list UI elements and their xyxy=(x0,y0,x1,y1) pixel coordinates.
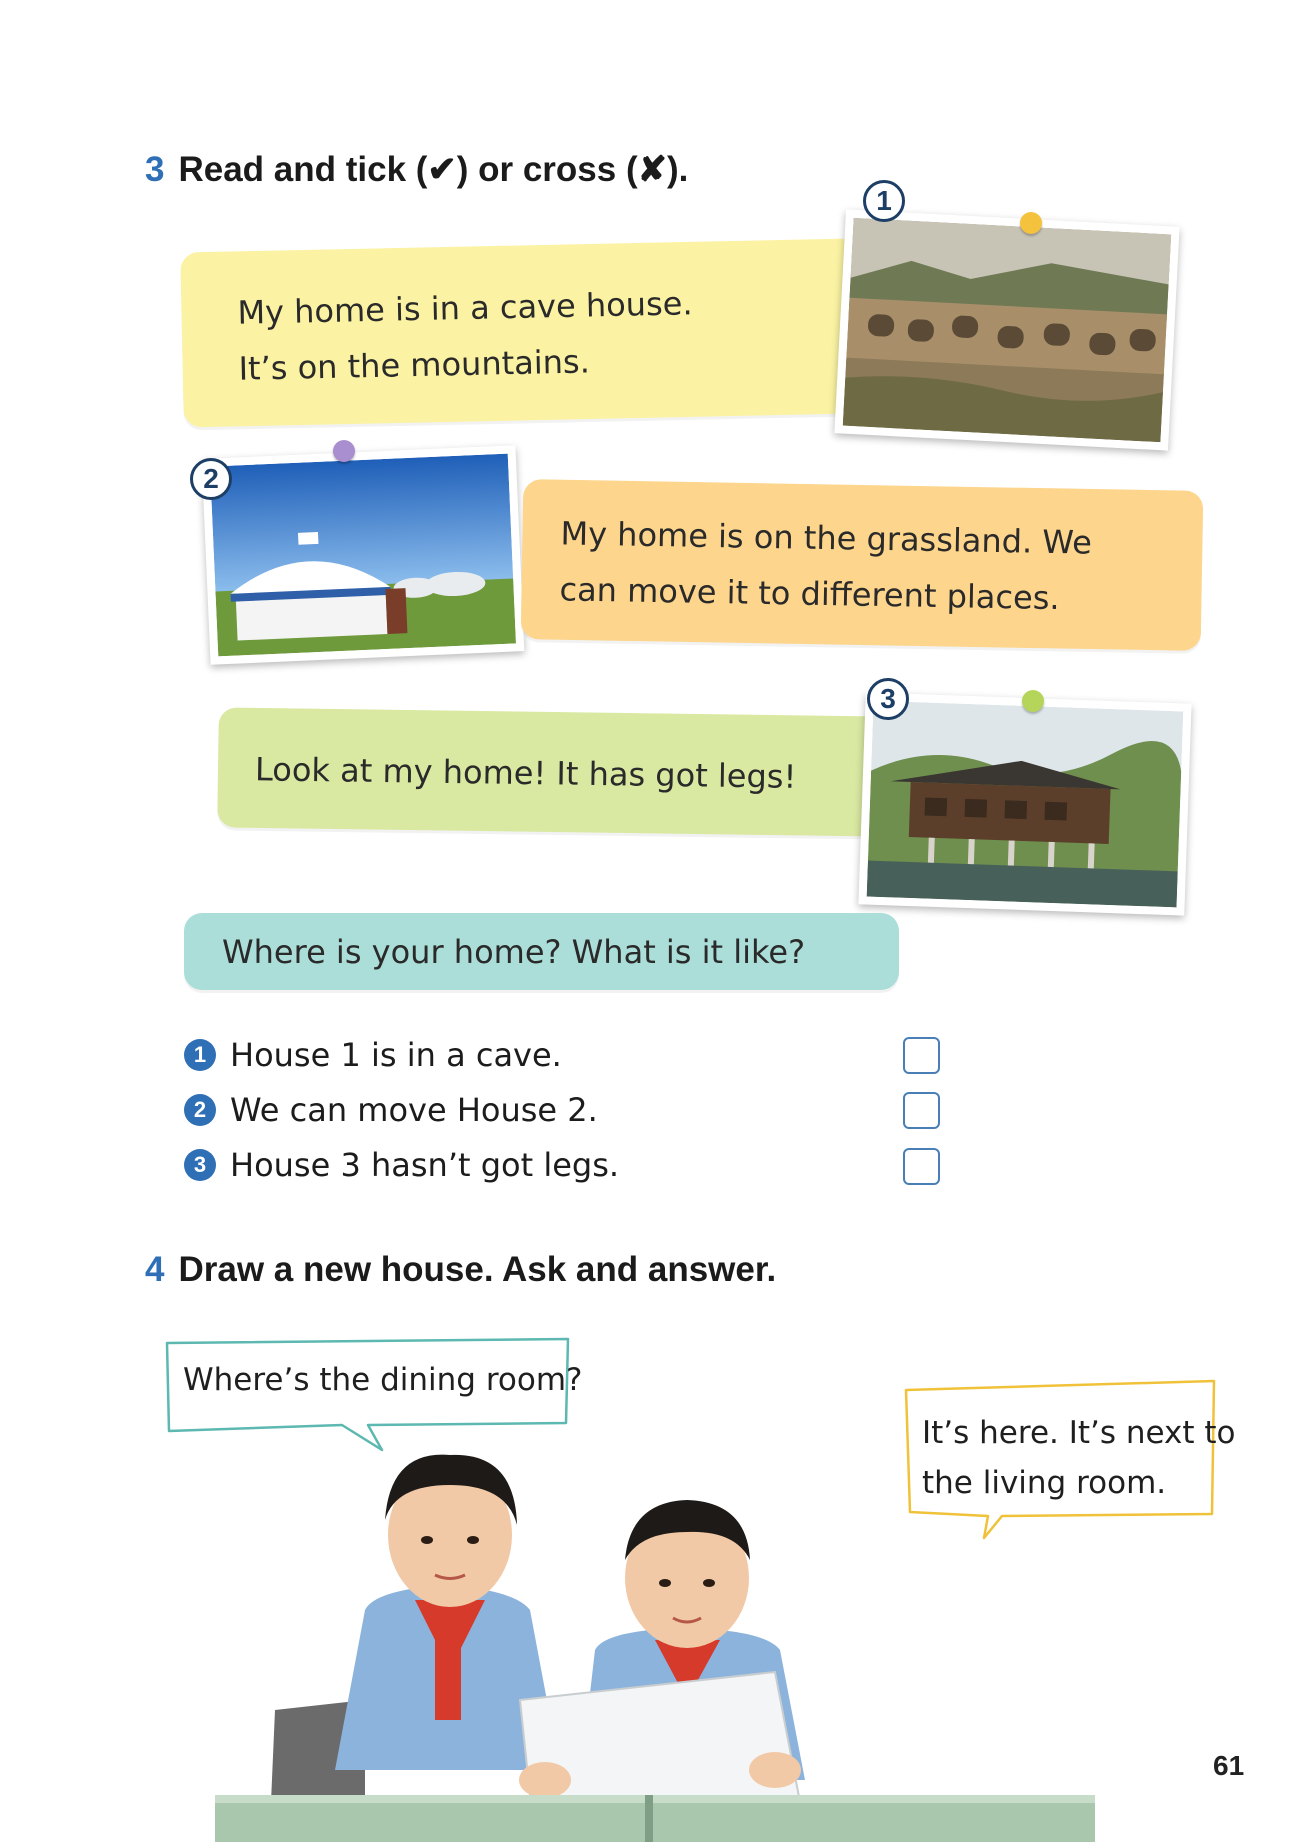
speech-panel-1-text xyxy=(237,275,694,397)
statement-3-text: House 3 hasn’t got legs. xyxy=(230,1146,620,1184)
statement-2-number: 2 xyxy=(184,1094,216,1126)
speech-bubble-left-text: Where’s the dining room? xyxy=(183,1362,583,1398)
photo-number-badge-1: 1 xyxy=(863,180,905,222)
pin-green xyxy=(1022,690,1044,712)
bubble-right-line-2: the living room. xyxy=(922,1465,1167,1501)
section-title: Draw a new house. Ask and answer. xyxy=(178,1250,777,1289)
speech-panel-2-text xyxy=(559,505,1092,626)
section-4-heading xyxy=(145,1250,776,1290)
statement-3 xyxy=(184,1146,619,1184)
panel-2-line-1: My home is on the grassland. We xyxy=(560,514,1093,562)
children-photo xyxy=(215,1440,1095,1842)
section-title: Read and tick (✔) or cross (✘). xyxy=(178,150,689,189)
panel-1-line-1: My home is in a cave house. xyxy=(237,284,693,332)
statement-3-number: 3 xyxy=(184,1149,216,1181)
photo-number-badge-2: 2 xyxy=(190,458,232,500)
panel-2-line-2: can move it to different places. xyxy=(559,570,1060,618)
photo-cave-house xyxy=(834,209,1179,450)
section-number: 4 xyxy=(145,1250,165,1289)
statement-1 xyxy=(184,1036,562,1074)
speech-panel-3-text: Look at my home! It has got legs! xyxy=(254,750,797,796)
question-text: Where is your home? What is it like? xyxy=(222,933,806,971)
pin-yellow xyxy=(1020,212,1042,234)
pin-purple xyxy=(333,440,355,462)
bubble-right-line-1: It’s here. It’s next to xyxy=(922,1415,1236,1451)
section-number: 3 xyxy=(145,150,165,189)
section-3-heading xyxy=(145,150,688,190)
tick-box-1[interactable] xyxy=(903,1037,940,1074)
photo-yurt xyxy=(202,445,525,665)
tick-box-3[interactable] xyxy=(903,1148,940,1185)
statement-1-number: 1 xyxy=(184,1039,216,1071)
page-number: 61 xyxy=(1213,1750,1245,1781)
statement-2-text: We can move House 2. xyxy=(230,1091,598,1129)
panel-1-line-2: It’s on the mountains. xyxy=(238,342,591,388)
photo-number-badge-3: 3 xyxy=(867,678,909,720)
statement-2 xyxy=(184,1091,598,1129)
photo-stilt-house xyxy=(858,692,1191,915)
statement-1-text: House 1 is in a cave. xyxy=(230,1036,562,1074)
tick-box-2[interactable] xyxy=(903,1092,940,1129)
